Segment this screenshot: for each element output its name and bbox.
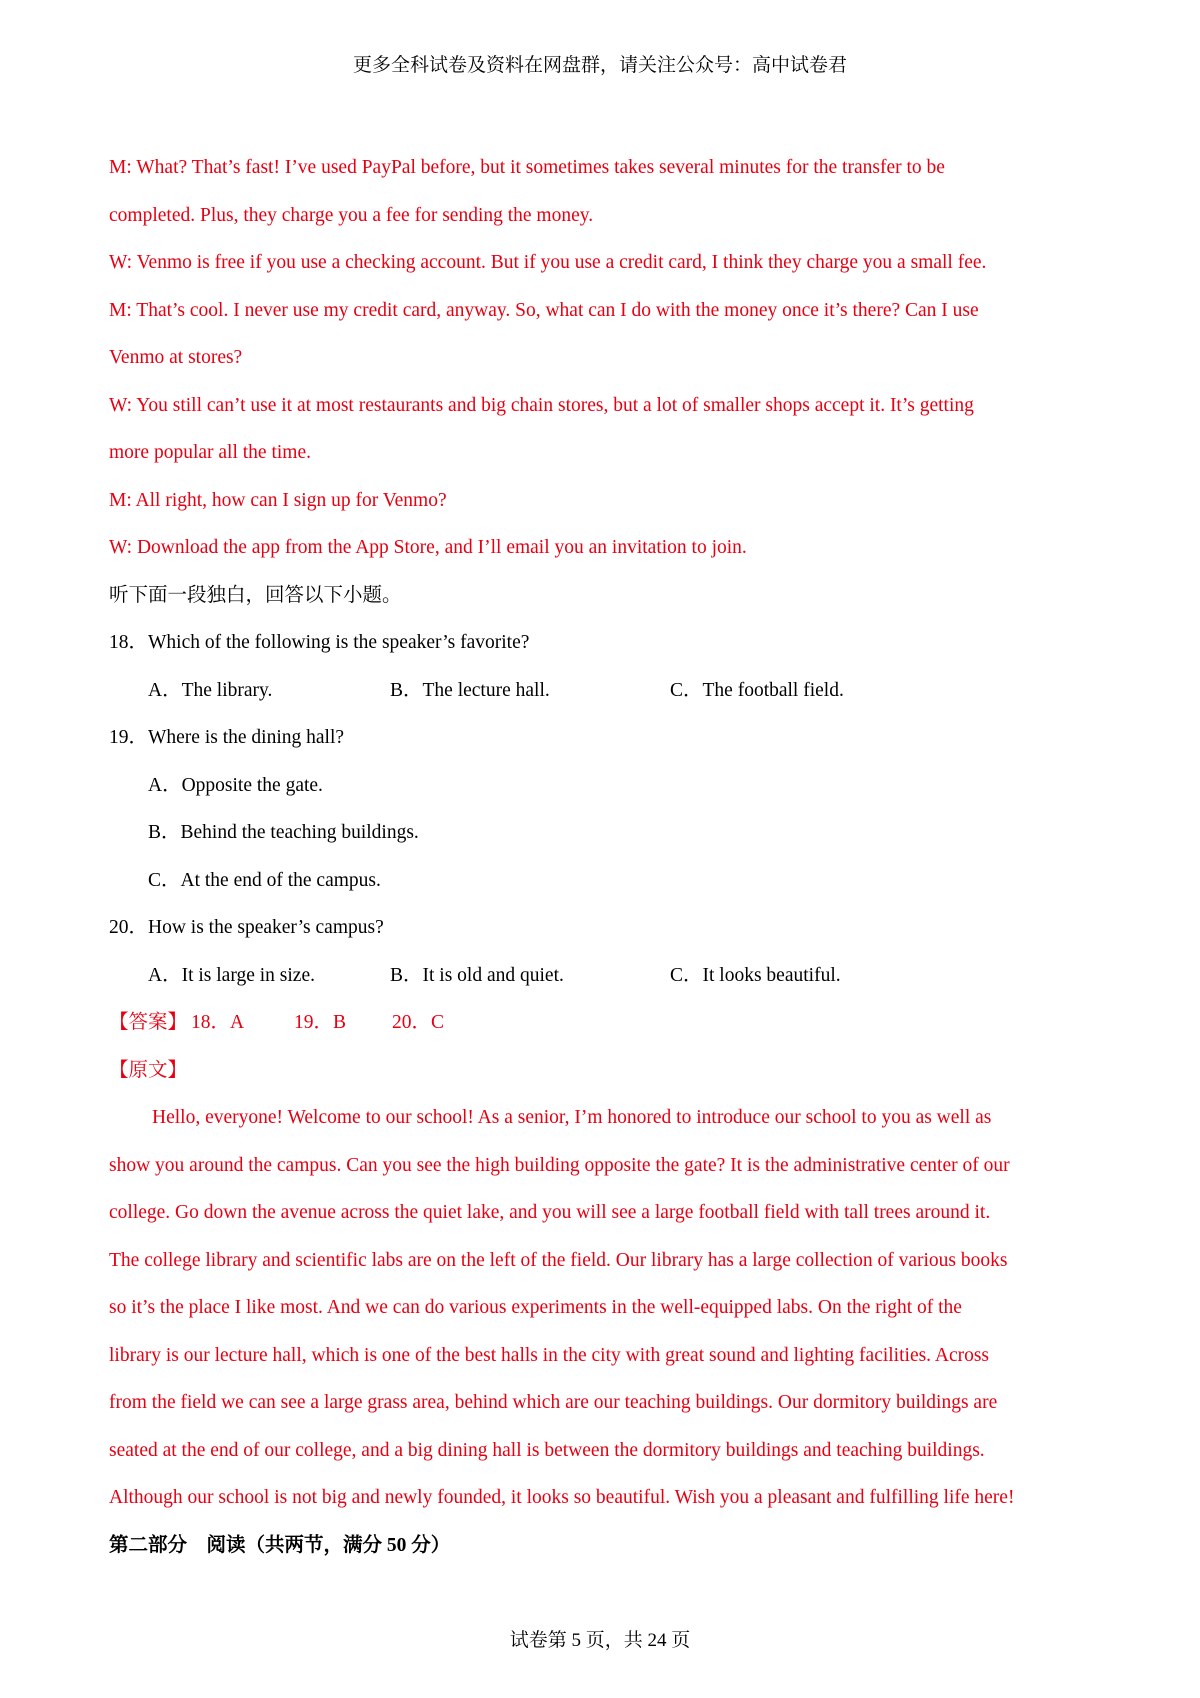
transcript-line: so it’s the place I like most. And we can do various experiments in the well-equipped labs. On the right of the (109, 1297, 962, 1318)
dialogue-line: W: Download the app from the App Store, and I’ll email you an invitation to join. (109, 537, 747, 558)
q18-option-b: B．The lecture hall. (390, 679, 550, 701)
question-20: 20．How is the speaker’s campus? (109, 917, 384, 938)
answer-19: 19．B (294, 1012, 347, 1033)
transcript-line: library is our lecture hall, which is one of the best halls in the city with great sound and lighting facilities. Across (109, 1344, 990, 1366)
answer-label: 【答案】 (109, 1012, 188, 1033)
question-18-options (109, 667, 1109, 715)
transcript-line: The college library and scientific labs are on the left of the field. Our library has a large collection of various books (109, 1249, 1008, 1271)
q18-option-a: A．The library. (148, 679, 273, 701)
page-content (109, 144, 1109, 1569)
transcript-line: show you around the campus. Can you see the high building opposite the gate? It is the administrative center of our (109, 1154, 1010, 1176)
q19-option-b: B．Behind the teaching buildings. (148, 822, 419, 843)
dialogue-line: Venmo at stores? (109, 347, 243, 368)
dialogue-line: M: All right, how can I sign up for Venmo? (109, 489, 447, 511)
transcript-line: Hello, everyone! Welcome to our school! As a senior, I’m honored to introduce our school to you as well as (152, 1107, 992, 1128)
transcript-line: Although our school is not big and newly founded, it looks so beautiful. Wish you a pleasant and fulfilling life here! (109, 1487, 1015, 1508)
transcript-line: seated at the end of our college, and a big dining hall is between the dormitory buildings and teaching buildings. (109, 1439, 985, 1461)
transcript-line: from the field we can see a large grass area, behind which are our teaching buildings. Our dormitory buildings are (109, 1392, 998, 1413)
answer-18: 18．A (191, 1012, 245, 1033)
original-label: 【原文】 (109, 1059, 188, 1081)
question-20-options (109, 952, 1109, 1000)
dialogue-line: M: What? That’s fast! I’ve used PayPal before, but it sometimes takes several minutes for the transfer to be (109, 157, 945, 178)
q20-option-a: A．It is large in size. (148, 964, 315, 986)
question-19: 19．Where is the dining hall? (109, 727, 345, 748)
q18-option-c: C．The football field. (670, 679, 844, 701)
answer-20: 20．C (392, 1012, 445, 1033)
page-header: 更多全科试卷及资料在网盘群，请关注公众号：高中试卷君 (352, 55, 847, 76)
dialogue-line: W: Venmo is free if you use a checking account. But if you use a credit card, I think they charge you a small fee. (109, 252, 987, 273)
q19-option-a: A．Opposite the gate. (148, 774, 323, 796)
dialogue-line: W: You still can’t use it at most restaurants and big chain stores, but a lot of smaller shops accept it. It’s getting (109, 394, 974, 416)
section-heading: 第二部分 阅读（共两节，满分 50 分） (109, 1534, 451, 1556)
page-footer: 试卷第 5 页，共 24 页 (509, 1630, 691, 1651)
dialogue-line: completed. Plus, they charge you a fee for sending the money. (109, 204, 594, 226)
question-18: 18．Which of the following is the speaker’s favorite? (109, 632, 530, 653)
q20-option-b: B．It is old and quiet. (390, 964, 564, 986)
dialogue-line: more popular all the time. (109, 442, 311, 463)
dialogue-line: M: That’s cool. I never use my credit card, anyway. So, what can I do with the money once it’s there? Can I use (109, 299, 979, 321)
listening-instruction: 听下面一段独白，回答以下小题。 (109, 584, 402, 606)
q20-option-c: C．It looks beautiful. (670, 964, 841, 986)
q19-option-c: C．At the end of the campus. (148, 869, 381, 891)
transcript-line: college. Go down the avenue across the quiet lake, and you will see a large football field with tall trees around it. (109, 1202, 991, 1223)
answer-line (109, 999, 1109, 1047)
